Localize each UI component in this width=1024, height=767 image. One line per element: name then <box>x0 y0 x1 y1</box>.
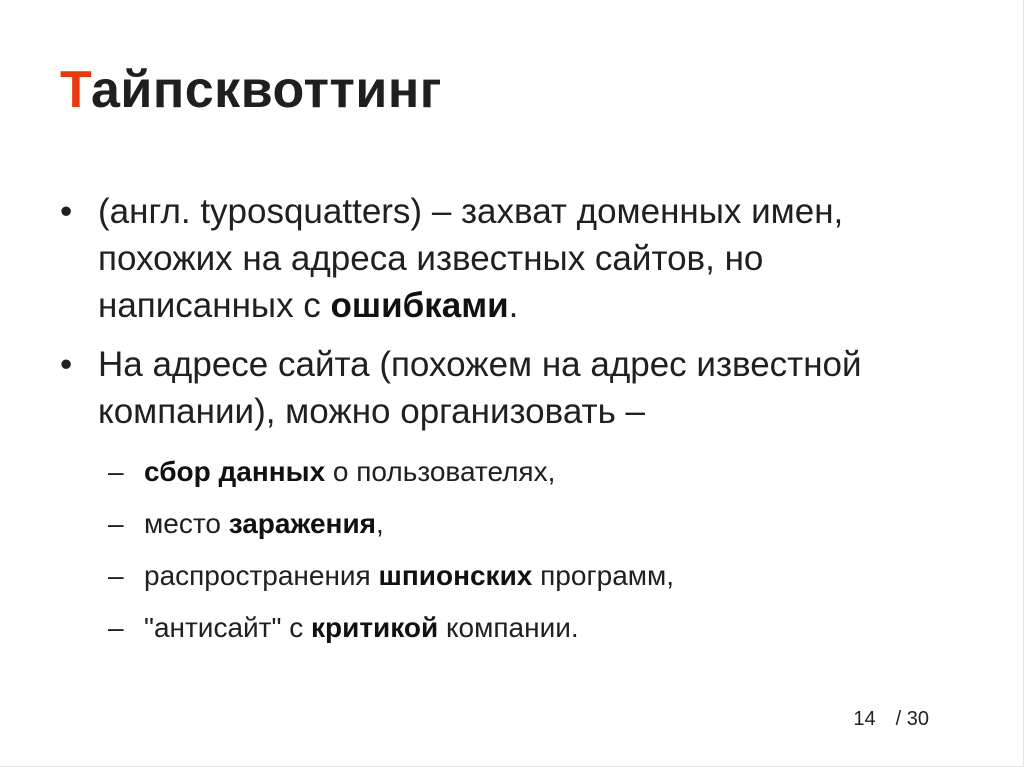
page-current: 14 <box>853 708 876 730</box>
sub-text-after: компании. <box>438 612 579 643</box>
sub-item-spyware <box>60 561 960 591</box>
bullet-text: На адресе сайта (похожем на адрес известной компании), можно организовать – <box>98 345 862 431</box>
sub-dash: – <box>108 508 124 539</box>
bullet-bold-text: ошибками <box>330 286 509 325</box>
bullet-item-uses <box>60 341 960 435</box>
bullet-list <box>60 188 960 643</box>
sub-text-after: , <box>376 508 384 539</box>
sub-dash: – <box>108 456 124 487</box>
sub-dash: – <box>108 612 124 643</box>
title-rest: айпсквоттинг <box>90 61 442 119</box>
bullet-marker: • <box>60 345 73 384</box>
sub-bold-text: шпионских <box>378 560 533 591</box>
sub-item-infection <box>60 509 960 539</box>
page-total: / 30 <box>895 708 929 730</box>
page-number <box>853 708 929 731</box>
sub-text-before: распространения <box>144 560 379 591</box>
sub-bold-text: заражения <box>228 508 377 539</box>
sub-bold-text: критикой <box>310 612 439 643</box>
sub-text-before: "антисайт" с <box>144 612 311 643</box>
sub-item-antisite <box>60 613 960 643</box>
bullet-text: (англ. typosquatters) – захват доменных имен, похожих на адреса известных сайтов, но написанных с <box>98 192 844 325</box>
sub-text-after: о пользователях, <box>325 456 556 487</box>
sub-text-after: программ, <box>532 560 675 591</box>
sub-bold-text: сбор данных <box>144 456 326 487</box>
sub-text-before: место <box>144 508 229 539</box>
title-accent-letter: Т <box>60 61 91 119</box>
bullet-marker: • <box>60 192 73 231</box>
page-title <box>60 61 442 119</box>
bullet-item-definition <box>60 188 960 329</box>
sub-item-data-collection <box>60 457 960 487</box>
bullet-text-end: . <box>508 286 519 325</box>
sub-dash: – <box>108 560 124 591</box>
